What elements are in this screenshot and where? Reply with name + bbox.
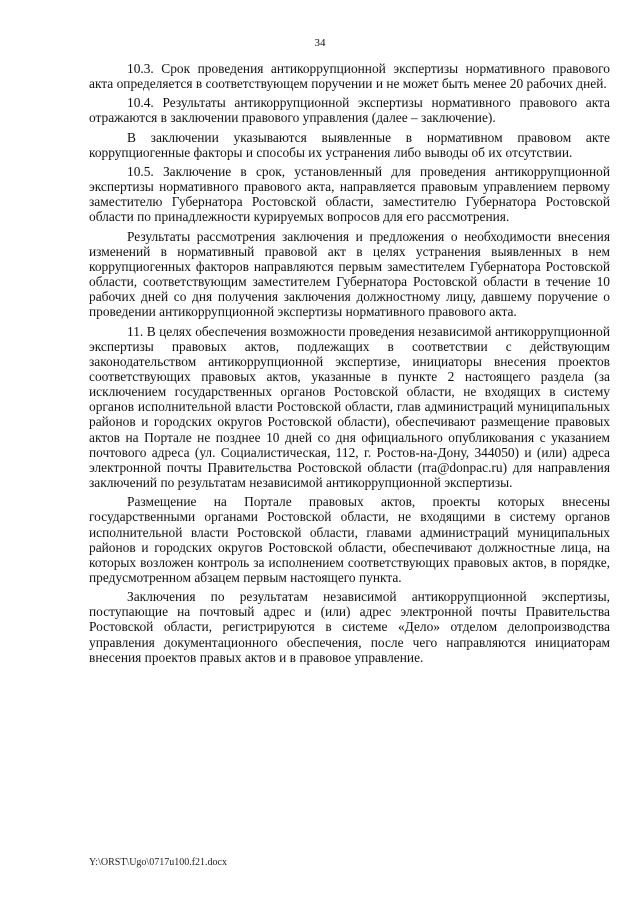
- paragraph-review-results: Результаты рассмотрения заключения и предложения о необходимости внесения изменений в нормативный правовой акт в целях устранения выявленных в нем коррупциогенных факторов направляются первым заместителем Губернатора Ростовской области, соответствующим заместителем Губернатора Ростовской области в течение 10 рабочих дней со дня получения заключения должностному лицу, давшему поручение о проведении антикоррупционной экспертизы нормативного правового акта.: [89, 228, 610, 320]
- paragraph-10-5: 10.5. Заключение в срок, установленный для проведения антикоррупционной экспертизы нормативного правового акта, направляется правовым управлением первому заместителю Губернатора Ростовской области, заместителю Губернатора Ростовской области по принадлежности курируемых вопросов для его рассмотрения.: [89, 163, 610, 225]
- paragraph-portal-placement: Размещение на Портале правовых актов, проекты которых внесены государственными органами Ростовской области, не входящими в систему органов исполнительной власти Ростовской области, главами администраций муниципальных районов и городских округов Ростовской области, обеспечивают должностные лица, на которых возложен контроль за исполнением соответствующих правовых актов, в порядке, предусмотренном абзацем первым настоящего пункта.: [89, 494, 610, 585]
- paragraph-independent-conclusions: Заключения по результатам независимой антикоррупционной экспертизы, поступающие на почтовый адрес и (или) адрес электронной почты Правительства Ростовской области, регистрируются в системе «Дело» отделом делопроизводства управления документационного обеспечения, после чего направляются инициаторам внесения проектов правых актов и в правовое управление.: [89, 589, 610, 665]
- paragraph-conclusion-contents: В заключении указываются выявленные в нормативном правовом акте коррупциогенные факторы и способы их устранения либо выводы об их отсутствии.: [89, 129, 610, 160]
- paragraph-10-4: 10.4. Результаты антикоррупционной экспертизы нормативного правового акта отражаются в заключении правового управления (далее – заключение).: [89, 95, 610, 126]
- file-path-footer: Y:\ORST\Ugo\0717u100.f21.docx: [89, 857, 227, 868]
- document-body: [89, 61, 610, 669]
- paragraph-11: 11. В целях обеспечения возможности проведения независимой антикоррупционной экспертизы правовых актов, подлежащих в соответствии с действующим законодательством антикоррупционной экспертизе, инициаторы внесения проектов соответствующих правовых актов, указанные в пункте 2 настоящего раздела (за исключением государственных органов Ростовской области, не входящих в систему органов исполнительной власти Ростовской области, глав администраций муниципальных районов и городских округов Ростовской области), обеспечивают размещение правовых актов на Портале не позднее 10 дней со дня официального опубликования с указанием почтового адреса (ул. Социалистическая, 112, г. Ростов-на-Дону, 344050) и (или) адреса электронной почты Правительства Ростовской области (rra@donpac.ru) для направления заключений по результатам независимой антикоррупционной экспертизы.: [89, 323, 610, 491]
- paragraph-10-3: 10.3. Срок проведения антикоррупционной экспертизы нормативного правового акта определяется в соответствующем поручении и не может быть менее 20 рабочих дней.: [89, 61, 610, 92]
- page-number: 34: [314, 37, 326, 49]
